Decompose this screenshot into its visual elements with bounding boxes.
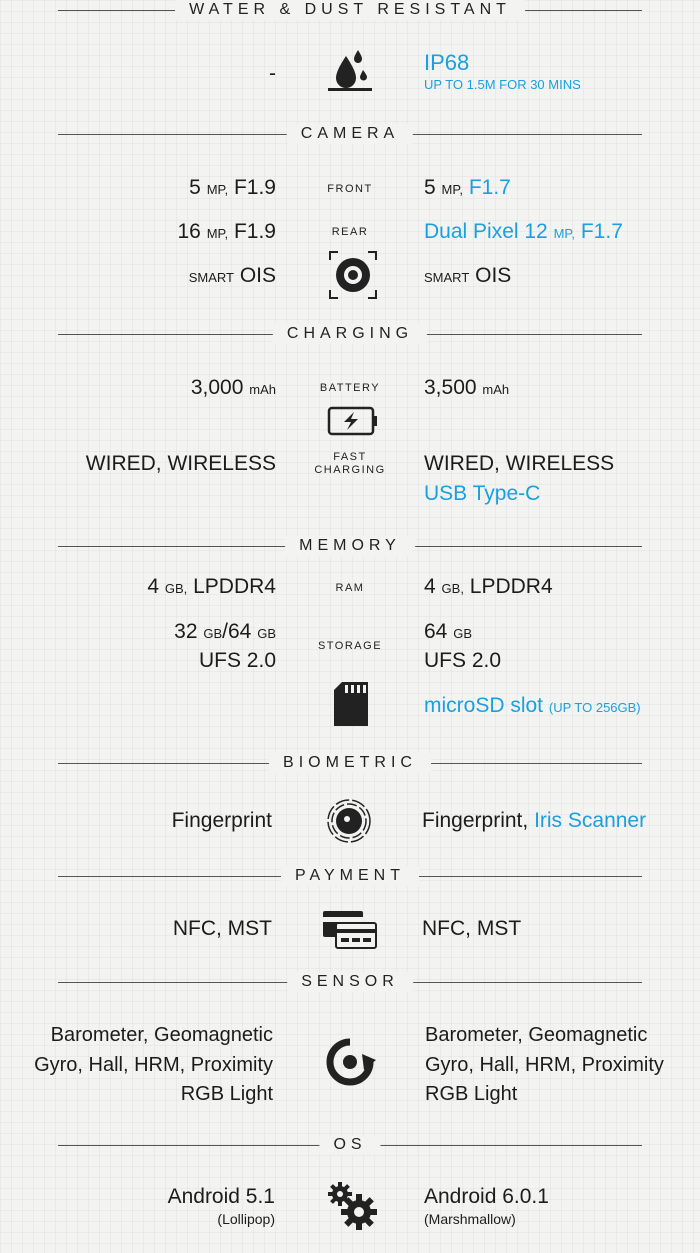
unit: mAh	[482, 382, 510, 397]
storage-right-type: UFS 2.0	[424, 649, 502, 672]
fast-charging-right-extra: USB Type-C	[424, 482, 541, 505]
payment-left: NFC, MST	[172, 917, 272, 940]
unit: MP,	[441, 182, 463, 197]
section-header-sensor	[58, 972, 642, 992]
sensor-line: RGB Light	[180, 1083, 273, 1105]
rotate-sensor-icon	[324, 1038, 376, 1086]
microsd-right	[424, 693, 641, 721]
unit: MP,	[553, 226, 576, 241]
biometric-fingerprint: Fingerprint,	[422, 809, 529, 832]
os-right-version: Android 6.0.1	[424, 1185, 549, 1208]
unit: GB	[203, 626, 223, 641]
os-left-codename: (Lollipop)	[217, 1211, 275, 1227]
section-title: SENSOR	[287, 972, 413, 992]
os-right-codename: (Marshmallow)	[424, 1211, 516, 1227]
water-left-value: -	[269, 62, 276, 85]
unit: GB,	[164, 581, 188, 596]
ram-left	[147, 574, 276, 602]
section-title: OS	[319, 1135, 380, 1155]
water-right-detail: UP TO 1.5M FOR 30 MINS	[424, 77, 581, 92]
camera-lens-icon	[328, 250, 378, 300]
fast-label-line1: FAST	[333, 451, 367, 463]
biometric-left: Fingerprint	[171, 809, 272, 832]
value: 3,500	[424, 376, 477, 399]
microsd-capacity: (UP TO 256GB)	[548, 700, 641, 715]
section-header-camera	[58, 124, 642, 144]
unit: MP,	[206, 226, 229, 241]
section-header-os	[58, 1135, 642, 1155]
aperture: F1.9	[233, 176, 276, 199]
fast-charging-right: WIRED, WIRELESS	[424, 452, 615, 475]
battery-label: BATTERY	[319, 382, 381, 394]
section-title: CHARGING	[273, 324, 427, 344]
value: 4	[424, 575, 436, 598]
fast-label-line2: CHARGING	[314, 464, 386, 476]
smart-label: SMART	[424, 270, 470, 285]
section-header-water	[58, 0, 642, 20]
section-title: PAYMENT	[281, 866, 419, 886]
section-header-biometric	[58, 753, 642, 773]
value: 64	[424, 620, 448, 643]
value: 5	[424, 176, 436, 199]
section-title: CAMERA	[287, 124, 413, 144]
camera-ois-right	[424, 263, 511, 291]
ram-label: RAM	[335, 582, 365, 594]
camera-rear-label: REAR	[331, 226, 369, 238]
payment-right: NFC, MST	[422, 917, 522, 940]
biometric-iris: Iris Scanner	[534, 809, 647, 832]
camera-front-right	[424, 175, 511, 203]
smart-label: SMART	[188, 270, 234, 285]
section-header-memory	[58, 536, 642, 556]
unit: mAh	[249, 382, 276, 397]
aperture: F1.7	[468, 176, 511, 199]
section-title: WATER & DUST RESISTANT	[175, 0, 525, 20]
sd-card-icon	[332, 682, 370, 726]
storage-label: STORAGE	[317, 640, 383, 652]
ois-label: OIS	[239, 264, 276, 287]
section-title: BIOMETRIC	[269, 753, 431, 773]
water-right-rating: IP68	[424, 50, 470, 75]
battery-right	[424, 375, 509, 403]
gears-icon	[326, 1182, 378, 1230]
unit: MP,	[206, 182, 229, 197]
camera-front-left	[189, 175, 276, 203]
battery-left	[191, 375, 276, 403]
value: 64	[228, 620, 252, 643]
os-left-version: Android 5.1	[167, 1185, 275, 1208]
section-title: MEMORY	[285, 536, 415, 556]
unit: GB	[453, 626, 472, 641]
fast-charging-left: WIRED, WIRELESS	[85, 452, 276, 475]
biometric-right	[422, 808, 646, 834]
camera-ois-left	[189, 263, 276, 291]
camera-front-label: FRONT	[327, 183, 373, 195]
section-header-payment	[58, 866, 642, 886]
value: Dual Pixel 12	[424, 220, 548, 243]
unit: GB	[257, 626, 276, 641]
camera-rear-right	[424, 219, 623, 247]
storage-right	[424, 619, 472, 647]
sensor-left-list	[34, 1021, 273, 1110]
fingerprint-icon	[326, 798, 372, 844]
aperture: F1.7	[580, 220, 623, 243]
value: 4	[147, 575, 160, 598]
unit: GB,	[441, 581, 464, 596]
section-header-charging	[58, 324, 642, 344]
type: LPDDR4	[193, 575, 276, 598]
storage-left	[174, 619, 276, 647]
type: LPDDR4	[469, 575, 553, 598]
water-drops-icon	[326, 48, 374, 92]
battery-charging-icon	[327, 406, 379, 436]
storage-left-type: UFS 2.0	[198, 649, 276, 672]
value: 16	[177, 220, 201, 243]
ois-label: OIS	[475, 264, 512, 287]
sensor-line: Barometer, Geomagnetic	[425, 1024, 648, 1046]
value: 5	[189, 176, 201, 199]
separator: /	[222, 620, 228, 643]
value: 32	[174, 620, 198, 643]
aperture: F1.9	[233, 220, 276, 243]
sensor-right-list	[425, 1021, 664, 1110]
ram-right	[424, 574, 553, 602]
microsd-label: microSD slot	[424, 694, 544, 717]
value: 3,000	[190, 376, 244, 399]
credit-card-icon	[322, 910, 378, 950]
fast-charging-label	[290, 451, 410, 477]
sensor-line: Gyro, Hall, HRM, Proximity	[425, 1053, 664, 1076]
sensor-line: Gyro, Hall, HRM, Proximity	[34, 1053, 273, 1076]
sensor-line: Barometer, Geomagnetic	[50, 1024, 273, 1046]
camera-rear-left	[177, 219, 276, 247]
sensor-line: RGB Light	[425, 1083, 518, 1105]
